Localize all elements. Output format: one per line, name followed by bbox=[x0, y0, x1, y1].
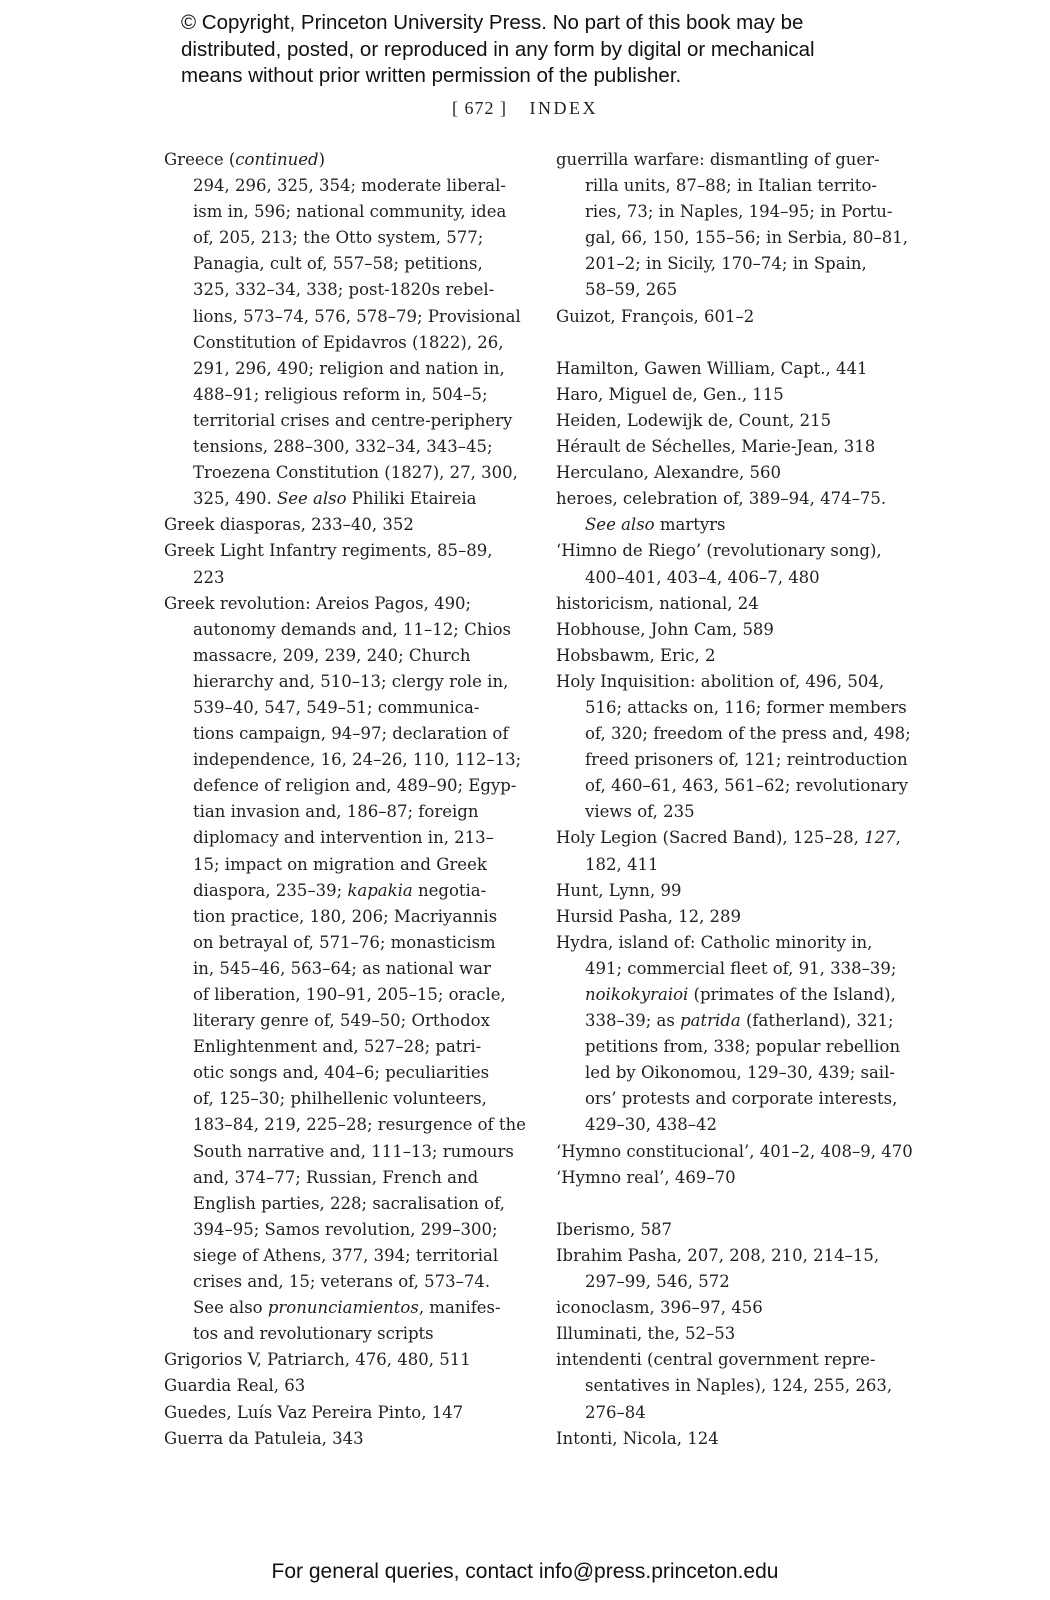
running-head bbox=[0, 98, 1050, 119]
index-entry-line: Hobsbawm, Eric, 2 bbox=[556, 645, 716, 665]
index-subentry-line: otic songs and, 404–6; peculiarities bbox=[193, 1063, 490, 1083]
index-subentry-line: See also pronunciamientos, manifes- bbox=[193, 1298, 501, 1318]
index-entry-line: Hérault de Séchelles, Marie-Jean, 318 bbox=[556, 437, 876, 457]
index-entry-line: Iberismo, 587 bbox=[556, 1219, 673, 1239]
index-entry-line: guerrilla warfare: dismantling of guer- bbox=[556, 150, 880, 169]
page-number: [ 672 ] bbox=[452, 98, 507, 118]
index-subentry-line: 488–91; religious reform in, 504–5; bbox=[193, 384, 488, 404]
index-entry-line: historicism, national, 24 bbox=[556, 593, 759, 613]
index-subentry-line: sentatives in Naples), 124, 255, 263, bbox=[585, 1376, 893, 1396]
index-subentry-line: autonomy demands and, 11–12; Chios bbox=[193, 619, 512, 639]
index-subentry-line: territorial crises and centre-periphery bbox=[193, 410, 513, 430]
index-entry-line: intendenti (central government repre- bbox=[556, 1350, 876, 1370]
index-entry-line: Holy Legion (Sacred Band), 125–28, 127, bbox=[556, 828, 901, 848]
index-subentry-line: 291, 296, 490; religion and nation in, bbox=[193, 358, 505, 378]
index-subentry-line: 400–401, 403–4, 406–7, 480 bbox=[585, 567, 820, 587]
index-subentry-line: English parties, 228; sacralisation of, bbox=[193, 1193, 505, 1213]
index-subentry-line: 394–95; Samos revolution, 299–300; bbox=[193, 1219, 498, 1239]
index-subentry-line: gal, 66, 150, 155–56; in Serbia, 80–81, bbox=[585, 228, 908, 248]
index-subentry-line: 201–2; in Sicily, 170–74; in Spain, bbox=[585, 254, 867, 274]
index-entry-line: Greece (continued) bbox=[164, 150, 326, 169]
index-subentry-line: ors’ protests and corporate interests, bbox=[585, 1089, 898, 1109]
index-subentry-line: 325, 332–34, 338; post-1820s rebel- bbox=[193, 280, 495, 300]
index-subentry-line: of, 205, 213; the Otto system, 577; bbox=[193, 228, 484, 248]
index-subentry-line: views of, 235 bbox=[585, 802, 695, 822]
index-entry-line: Greek Light Infantry regiments, 85–89, bbox=[164, 541, 493, 561]
index-subentry-line: tian invasion and, 186–87; foreign bbox=[193, 802, 479, 822]
index-entry-line: Heiden, Lodewijk de, Count, 215 bbox=[556, 410, 832, 430]
index-subentry-line: of, 460–61, 463, 561–62; revolutionary bbox=[585, 776, 909, 796]
index-entry-line: ‘Hymno constitucional’, 401–2, 408–9, 470 bbox=[556, 1141, 913, 1161]
index-subentry-line: lions, 573–74, 576, 578–79; Provisional bbox=[193, 306, 521, 326]
footer-contact: For general queries, contact info@press.princeton.edu bbox=[271, 1560, 779, 1583]
index-subentry-line: of, 320; freedom of the press and, 498; bbox=[585, 724, 911, 744]
index-entry-line: iconoclasm, 396–97, 456 bbox=[556, 1298, 763, 1318]
index-subentry-line: 338–39; as patrida (fatherland), 321; bbox=[585, 1011, 894, 1031]
index-subentry-line: defence of religion and, 489–90; Egyp- bbox=[193, 776, 517, 796]
index-entry-line: Guerra da Patuleia, 343 bbox=[164, 1428, 364, 1448]
index-entry-line: Hydra, island of: Catholic minority in, bbox=[556, 932, 873, 952]
index-column-right bbox=[556, 147, 911, 1452]
index-entry-line: Guedes, Luís Vaz Pereira Pinto, 147 bbox=[164, 1402, 464, 1422]
index-subentry-line: 429–30, 438–42 bbox=[585, 1115, 717, 1135]
index-subentry-line: massacre, 209, 239, 240; Church bbox=[193, 645, 471, 665]
index-entry-line: Guizot, François, 601–2 bbox=[556, 306, 755, 326]
index-entry-line: Haro, Miguel de, Gen., 115 bbox=[556, 384, 784, 404]
index-subentry-line: of, 125–30; philhellenic volunteers, bbox=[193, 1089, 487, 1109]
index-entry-line: Grigorios V, Patriarch, 476, 480, 511 bbox=[164, 1350, 471, 1370]
index-subentry-line: literary genre of, 549–50; Orthodox bbox=[193, 1011, 490, 1031]
index-entry-line: Intonti, Nicola, 124 bbox=[556, 1428, 719, 1448]
index-entry-line: Hunt, Lynn, 99 bbox=[556, 880, 682, 900]
index-subentry-line: 58–59, 265 bbox=[585, 280, 678, 300]
index-subentry-line: independence, 16, 24–26, 110, 112–13; bbox=[193, 750, 522, 770]
index-subentry-line: 15; impact on migration and Greek bbox=[193, 854, 487, 874]
index-subentry-line: siege of Athens, 377, 394; territorial bbox=[193, 1245, 499, 1265]
index-subentry-line: Constitution of Epidavros (1822), 26, bbox=[193, 332, 504, 352]
index-subentry-line: diaspora, 235–39; kapakia negotia- bbox=[193, 880, 487, 900]
index-entry-line: Ibrahim Pasha, 207, 208, 210, 214–15, bbox=[556, 1245, 880, 1265]
section-title: INDEX bbox=[529, 98, 598, 118]
index-subentry-line: Panagia, cult of, 557–58; petitions, bbox=[193, 254, 483, 274]
copyright-line: distributed, posted, or reproduced in any form by digital or mechanical bbox=[181, 37, 815, 61]
index-subentry-line: 539–40, 547, 549–51; communica- bbox=[193, 697, 480, 717]
index-subentry-line: crises and, 15; veterans of, 573–74. bbox=[193, 1272, 491, 1292]
index-subentry-line: diplomacy and intervention in, 213– bbox=[193, 828, 494, 848]
index-subentry-line: Enlightenment and, 527–28; patri- bbox=[193, 1037, 482, 1057]
index-subentry-line: ism in, 596; national community, idea bbox=[193, 202, 507, 222]
index-column-left bbox=[164, 147, 526, 1452]
index-subentry-line: 183–84, 219, 225–28; resurgence of the bbox=[193, 1115, 526, 1135]
index-subentry-line: petitions from, 338; popular rebellion bbox=[585, 1037, 901, 1057]
index-spacer bbox=[556, 330, 911, 356]
index-entry-line: Guardia Real, 63 bbox=[164, 1376, 306, 1396]
index-entry-line: Hamilton, Gawen William, Capt., 441 bbox=[556, 358, 868, 378]
index-subentry-line: led by Oikonomou, 129–30, 439; sail- bbox=[585, 1063, 895, 1083]
index-subentry-line: in, 545–46, 563–64; as national war bbox=[193, 958, 491, 978]
index-subentry-line: ries, 73; in Naples, 194–95; in Portu- bbox=[585, 202, 893, 222]
copyright-line: means without prior written permission of the publisher. bbox=[181, 64, 682, 87]
index-subentry-line: and, 374–77; Russian, French and bbox=[193, 1167, 479, 1187]
index-subentry-line: Troezena Constitution (1827), 27, 300, bbox=[193, 463, 518, 483]
index-subentry-line: 297–99, 546, 572 bbox=[585, 1272, 730, 1292]
index-subentry-line: hierarchy and, 510–13; clergy role in, bbox=[193, 671, 509, 691]
index-subentry-line: 276–84 bbox=[585, 1402, 646, 1422]
index-entry-line: ‘Himno de Riego’ (revolutionary song), bbox=[556, 541, 882, 561]
index-subentry-line: freed prisoners of, 121; reintroduction bbox=[585, 750, 908, 770]
index-subentry-line: tion practice, 180, 206; Macriyannis bbox=[193, 906, 498, 926]
copyright-notice bbox=[181, 10, 901, 90]
index-subentry-line: on betrayal of, 571–76; monasticism bbox=[193, 932, 496, 952]
index-subentry-line: tos and revolutionary scripts bbox=[193, 1324, 434, 1344]
index-subentry-line: 491; commercial fleet of, 91, 338–39; bbox=[585, 958, 897, 978]
index-subentry-line: of liberation, 190–91, 205–15; oracle, bbox=[193, 985, 506, 1004]
index-entry-line: Hobhouse, John Cam, 589 bbox=[556, 619, 774, 639]
index-subentry-line: See also martyrs bbox=[585, 515, 726, 535]
index-entry-line: Hursid Pasha, 12, 289 bbox=[556, 906, 742, 926]
index-spacer bbox=[556, 1191, 911, 1217]
index-subentry-line: 182, 411 bbox=[585, 854, 659, 874]
index-entry-line: Greek diasporas, 233–40, 352 bbox=[164, 515, 414, 535]
index-entry-line: ‘Hymno real’, 469–70 bbox=[556, 1167, 736, 1187]
index-subentry-line: 223 bbox=[193, 567, 225, 587]
index-entry-line: Illuminati, the, 52–53 bbox=[556, 1324, 736, 1344]
index-subentry-line: tions campaign, 94–97; declaration of bbox=[193, 724, 509, 744]
index-subentry-line: South narrative and, 111–13; rumours bbox=[193, 1141, 514, 1161]
index-subentry-line: 294, 296, 325, 354; moderate liberal- bbox=[193, 176, 506, 196]
index-entry-line: Herculano, Alexandre, 560 bbox=[556, 463, 781, 483]
index-subentry-line: tensions, 288–300, 332–34, 343–45; bbox=[193, 437, 493, 457]
index-entry-line: Greek revolution: Areios Pagos, 490; bbox=[164, 593, 472, 613]
index-subentry-line: rilla units, 87–88; in Italian territo- bbox=[585, 176, 877, 196]
index-entry-line: Holy Inquisition: abolition of, 496, 504, bbox=[556, 671, 885, 691]
copyright-line: © Copyright, Princeton University Press. No part of this book may be bbox=[181, 11, 804, 34]
index-subentry-line: 325, 490. See also Philiki Etaireia bbox=[193, 489, 477, 509]
index-subentry-line: 516; attacks on, 116; former members bbox=[585, 697, 907, 717]
index-entry-line: heroes, celebration of, 389–94, 474–75. bbox=[556, 489, 887, 509]
index-subentry-line: noikokyraioi (primates of the Island), bbox=[585, 985, 896, 1004]
